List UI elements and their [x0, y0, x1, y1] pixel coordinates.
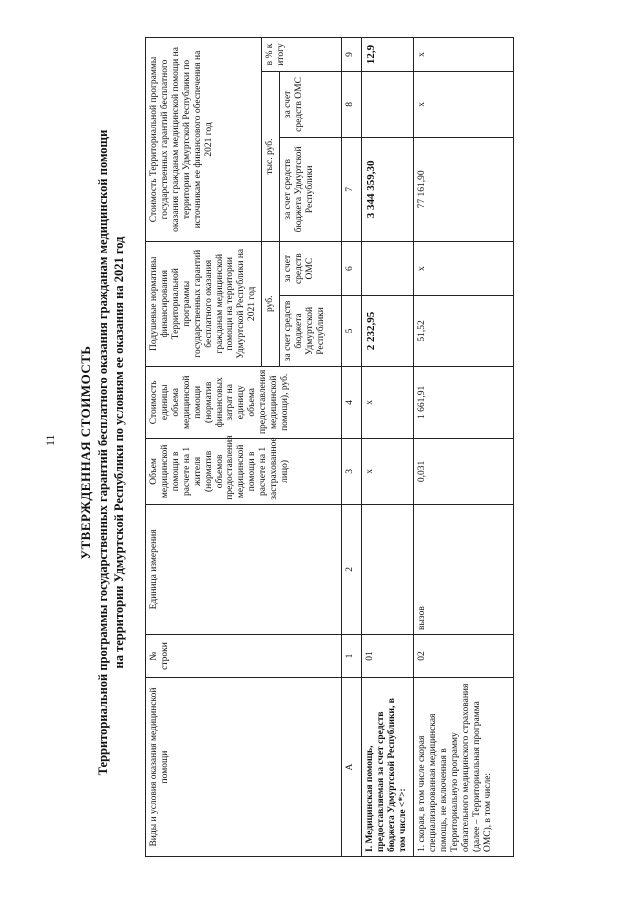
row-percent: х: [414, 38, 514, 72]
header-total-budget: за счет средств бюджета Удмуртской Республики: [280, 137, 342, 241]
table-row: [414, 38, 514, 857]
header-percent-total: в % к итогу: [262, 38, 342, 72]
cost-table: [145, 37, 514, 857]
row-unit: вызов: [414, 504, 514, 634]
row-norm-budget: 51,52: [414, 296, 514, 366]
row-name: 1. скорая, в том числе скорая специализированная медицинская помощь, не включенная в Территориальную программу обязательного медицинского страхования (далее – Территориальная программа ОМС), в том числе:: [414, 678, 514, 857]
row-number: 02: [414, 635, 514, 678]
header-thousand-rub: тыс. руб.: [262, 72, 280, 242]
row-unit-cost: 1 661,91: [414, 366, 514, 438]
index-row: [342, 38, 362, 857]
document-title: УТВЕРЖДЕННАЯ СТОИМОСТЬ: [78, 345, 93, 560]
row-name: I. Медицинская помощь, предоставляемая за счет средств бюджета Удмуртской Республики, в том числе <*>:: [362, 678, 414, 857]
row-percent: 12,9: [362, 38, 414, 72]
header-volume: Объем медицинской помощи в расчете на 1 жителя (норматив объемов предоставления медицинской помощи в расчете на 1 застрахованное лицо): [146, 439, 342, 505]
index-cell: 8: [342, 72, 362, 138]
index-cell: 5: [342, 296, 362, 366]
index-cell: 4: [342, 366, 362, 438]
row-norm-oms: х: [414, 241, 514, 295]
index-cell: 9: [342, 38, 362, 72]
index-cell: 3: [342, 439, 362, 505]
page-number: 11: [43, 434, 57, 446]
header-row-number: № строки: [146, 635, 342, 678]
header-rub: руб.: [262, 241, 280, 366]
row-total-oms: х: [414, 72, 514, 138]
index-cell: 7: [342, 137, 362, 241]
row-norm-oms: [362, 241, 414, 295]
row-number: 01: [362, 635, 414, 678]
row-total-budget: 3 344 359,30: [362, 137, 414, 241]
row-volume: 0,031: [414, 439, 514, 505]
index-cell: 2: [342, 504, 362, 634]
row-volume: х: [362, 439, 414, 505]
index-cell: 6: [342, 241, 362, 295]
header-total-oms: за счет средств ОМС: [280, 72, 342, 138]
document-subtitle-line2: на территории Удмуртской Республики по условиям ее оказания на 2021 год: [112, 236, 126, 669]
row-total-budget: 77 161,90: [414, 137, 514, 241]
index-cell: 1: [342, 635, 362, 678]
header-unit: Единица измерения: [146, 504, 342, 634]
row-unit: [362, 504, 414, 634]
header-per-capita-norms: Подушевые нормативы финансирования Территориальной программы государственных гарантий бесплатного оказания гражданам медицинской помощи на территории Удмуртской Республики на 2021 год: [146, 241, 262, 366]
header-unit-cost: Стоимость единицы объема медицинской помощи (норматив финансовых затрат на единицу объема предоставления медицинской помощи), руб.: [146, 366, 342, 438]
header-norm-budget: за счет средств бюджета Удмуртской Республики: [280, 296, 342, 366]
document-subtitle-line1: Территориальной программы государственных гарантий бесплатного оказания гражданам медицинской помощи: [96, 129, 110, 776]
header-norm-oms: за счет средств ОМС: [280, 241, 342, 295]
row-total-oms: [362, 72, 414, 138]
header-kinds: Виды и условия оказания медицинской помощи: [146, 678, 342, 857]
table-row: [362, 38, 414, 857]
header-program-cost: Стоимость Территориальной программы государственных гарантий бесплатного оказания гражданам медицинской помощи на территории Удмуртской Республики по источникам ее финансового обеспечения на 2021 год: [146, 38, 262, 242]
row-norm-budget: 2 232,95: [362, 296, 414, 366]
index-cell: А: [342, 678, 362, 857]
row-unit-cost: х: [362, 366, 414, 438]
